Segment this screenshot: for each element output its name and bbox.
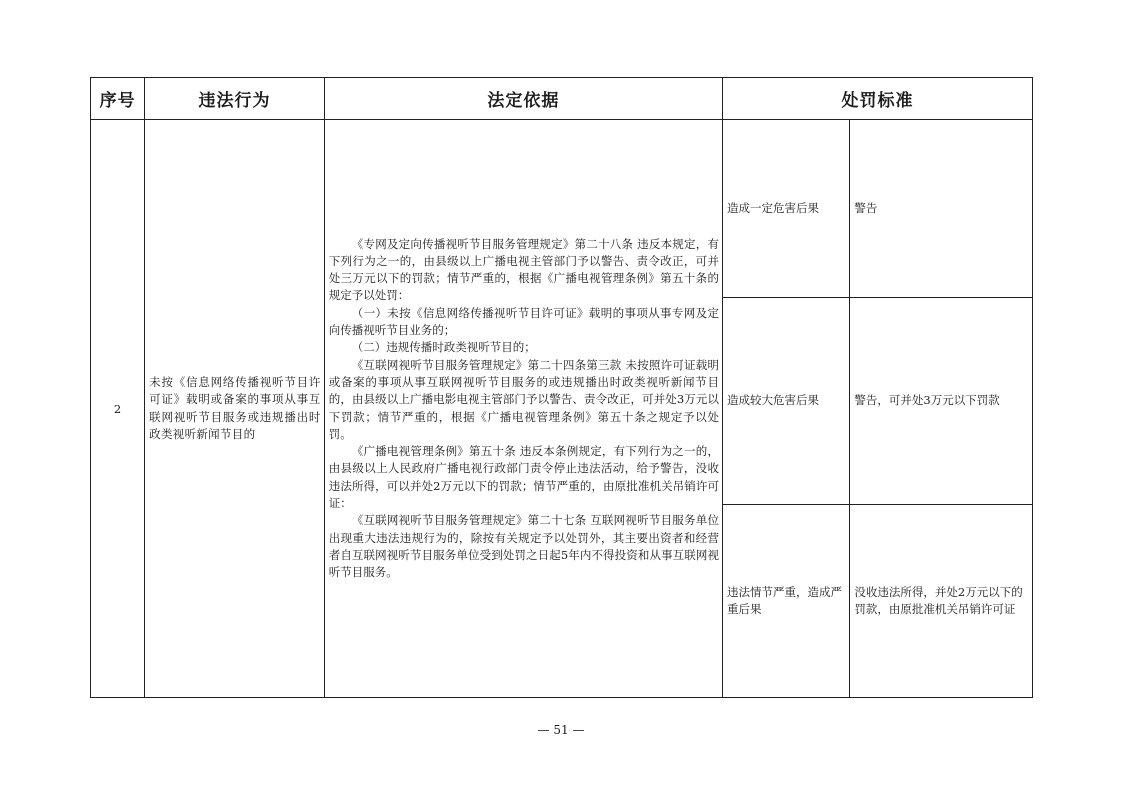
header-basis: 法定依据 [324,78,722,120]
penalty-standard: 警告 [850,120,1033,298]
penalty-condition: 造成一定危害后果 [723,120,850,298]
penalty-table [90,77,1033,698]
basis-paragraph: 《专网及定向传播视听节目服务管理规定》第二十八条 违反本规定，有下列行为之一的，由县级以上广播电视主管部门予以警告、责令改正，可并处三万元以下的罚款；情节严重的，根据《广播电视管理条例》第五十条的规定予以处罚： [328,236,719,303]
table-row [91,120,1033,298]
penalty-standard: 警告，可并处3万元以下罚款 [850,298,1033,505]
header-num: 序号 [91,78,145,120]
penalty-standard: 没收违法所得，并处2万元以下的罚款，由原批准机关吊销许可证 [850,505,1033,698]
legal-basis [324,120,722,698]
row-number: 2 [91,120,145,698]
penalty-condition: 违法情节严重，造成严重后果 [723,505,850,698]
basis-paragraph: （二）违规传播时政类视听节目的； [351,340,536,355]
penalty-condition: 造成较大危害后果 [723,298,850,505]
basis-paragraph: （一）未按《信息网络传播视听节目许可证》载明的事项从事专网及定向传播视听节目业务的； [328,305,719,338]
page-number: — 51 — [537,723,585,737]
violation-text: 未按《信息网络传播视听节目许可证》载明或备案的事项从事互联网视听节目服务或违规播出时政类视听新闻节目的 [145,120,325,698]
header-row [91,78,1033,120]
basis-paragraph: 《互联网视听节目服务管理规定》第二十七条 互联网视听节目服务单位出现重大违法违规行为的，除按有关规定予以处罚外，其主要出资者和经营者自互联网视听节目服务单位受到处罚之日起5年内不得投资和从事互联网视听节目服务。 [328,513,719,580]
header-standard: 处罚标准 [723,78,1033,120]
header-act: 违法行为 [145,78,325,120]
basis-paragraph: 《广播电视管理条例》第五十条 违反本条例规定，有下列行为之一的，由县级以上人民政府广播电视行政部门责令停止违法活动，给予警告，没收违法所得，可以并处2万元以下的罚款；情节严重的，由原批准机关吊销许可证： [328,444,719,510]
basis-paragraph: 《互联网视听节目服务管理规定》第二十四条第三款 未按照许可证载明或备案的事项从事互联网视听节目服务的或违规播出时政类视听新闻节目的，由县级以上广播电影电视主管部门予以警告、责令改正，可并处3万元以下罚款；情节严重的，根据《广播电视管理条例》第五十条之规定予以处罚。 [328,357,719,441]
